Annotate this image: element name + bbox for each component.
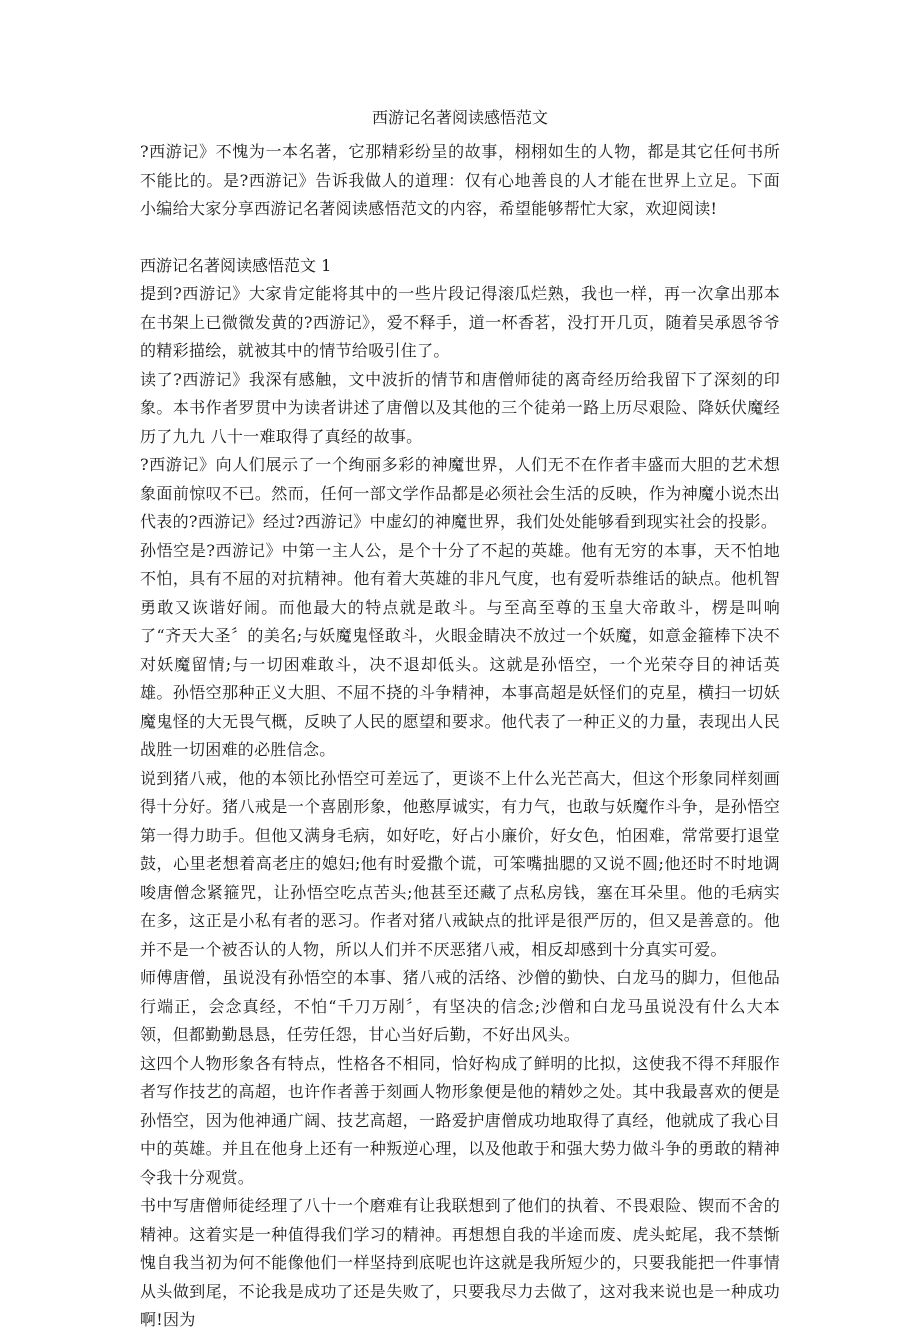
body-paragraph: 书中写唐僧师徒经理了八十一个磨难有让我联想到了他们的执着、不畏艰险、锲而不舍的精神。这着实是一种值得我们学习的精神。再想想自我的半途而废、虎头蛇尾，我不禁惭愧自我当初为何不能像他们一样坚持到底呢也许这就是我所短少的，只要我能把一件事情从头做到尾，不论我是成功了还是失败了，只要我尽力去做了，这对我来说也是一种成功啊!因为: [140, 1196, 780, 1329]
body-paragraph: 说到猪八戒，他的本领比孙悟空可差远了，更谈不上什么光芒高大，但这个形象同样刻画得十分好。猪八戒是一个喜剧形象，他憨厚诚实，有力气，也敢与妖魔作斗争，是孙悟空第一得力助手。但他又满身毛病，如好吃，好占小廉价，好女色，怕困难，常常要打退堂鼓，心里老想着高老庄的媳妇;他有时爱撒个谎，可笨嘴拙腮的又说不圆;他还时不时地调唆唐僧念紧箍咒，让孙悟空吃点苦头;他甚至还藏了点私房钱，塞在耳朵里。他的毛病实在多，这正是小私有者的恶习。作者对猪八戒缺点的批评是很严厉的，但又是善意的。他并不是一个被否认的人物，所以人们并不厌恶猪八戒，相反却感到十分真实可爱。: [140, 768, 780, 959]
document-page: [140, 108, 780, 1335]
section-heading: 西游记名著阅读感悟范文 1: [140, 255, 332, 275]
body-paragraph: 读了?西游记》我深有感触，文中波折的情节和唐僧师徒的离奇经历给我留下了深刻的印象。本书作者罗贯中为读者讲述了唐僧以及其他的三个徒弟一路上历尽艰险、降妖伏魔经历了九九 八十一难取得了真经的故事。: [140, 369, 780, 446]
body-paragraph: ?西游记》向人们展示了一个绚丽多彩的神魔世界，人们无不在作者丰盛而大胆的艺术想象面前惊叹不已。然而，任何一部文学作品都是必须社会生活的反映，作为神魔小说杰出代表的?西游记》经过?西游记》中虚幻的神魔世界，我们处处能够看到现实社会的投影。: [140, 455, 780, 531]
body-paragraph: 这四个人物形象各有特点，性格各不相同，恰好构成了鲜明的比拟，这使我不得不拜服作者写作技艺的高超，也许作者善于刻画人物形象便是他的精妙之处。其中我最喜欢的便是孙悟空，因为他神通广阔、技艺高超，一路爱护唐僧成功地取得了真经，他就成了我心目中的英雄。并且在他身上还有一种叛逆心理，以及他敢于和强大势力做斗争的勇敢的精神令我十分观赏。: [140, 1053, 780, 1187]
blank-line: [140, 224, 780, 252]
intro-paragraph: ?西游记》不愧为一本名著，它那精彩纷呈的故事，栩栩如生的人物，都是其它任何书所不能比的。是?西游记》告诉我做人的道理：仅有心地善良的人才能在世界上立足。下面小编给大家分享西游记名著阅读感悟范文的内容，希望能够帮忙大家，欢迎阅读!: [140, 142, 780, 218]
body-paragraph: 师傅唐僧，虽说没有孙悟空的本事、猪八戒的活络、沙僧的勤快、白龙马的脚力，但他品行端正，会念真经，不怕“千刀万剐〞，有坚决的信念;沙僧和白龙马虽说没有什么大本领，但都勤勤恳恳，任劳任怨，甘心当好后勤，不好出风头。: [140, 968, 780, 1044]
body-paragraph: 孙悟空是?西游记》中第一主人公，是个十分了不起的英雄。他有无穷的本事，天不怕地不怕，具有不屈的对抗精神。他有着大英雄的非凡气度，也有爱听恭维话的缺点。他机智勇敢又诙谐好闹。而他最大的特点就是敢斗。与至高至尊的玉皇大帝敢斗，楞是叫响了“齐天大圣〞的美名;与妖魔鬼怪敢斗，火眼金睛决不放过一个妖魔，如意金箍棒下决不对妖魔留情;与一切困难敢斗，决不退却低头。这就是孙悟空，一个光荣夺目的神话英雄。孙悟空那种正义大胆、不屈不挠的斗争精神，本事高超是妖怪们的克星，横扫一切妖魔鬼怪的大无畏气概，反映了人民的愿望和要求。他代表了一种正义的力量，表现出人民战胜一切困难的必胜信念。: [140, 540, 780, 759]
document-title: 西游记名著阅读感悟范文: [371, 108, 548, 127]
body-paragraph: 提到?西游记》大家肯定能将其中的一些片段记得滚瓜烂熟，我也一样，再一次拿出那本在书架上已微微发黄的?西游记》，爱不释手，道一杯香茗，没打开几页，随着吴承恩爷爷的精彩描绘，就被其中的情节给吸引住了。: [140, 284, 780, 360]
